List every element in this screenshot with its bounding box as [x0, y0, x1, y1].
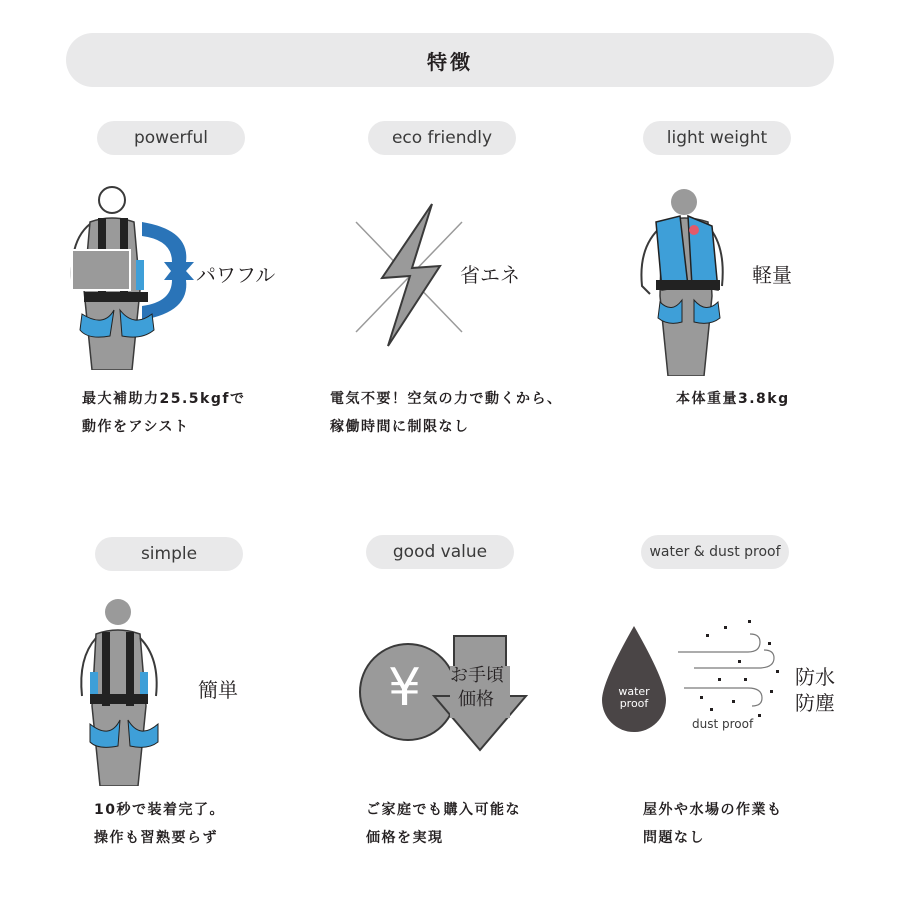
dust-proof-caption: dust proof: [692, 717, 754, 731]
powerful-illustration: [60, 180, 195, 370]
desc-simple: [94, 796, 225, 852]
wind-icon: [678, 634, 760, 652]
head-icon: [105, 599, 131, 625]
desc-eco: [330, 385, 563, 441]
label-line: 防塵: [795, 691, 835, 715]
tag-eco-friendly: [368, 121, 516, 155]
desc-line: 価格を実現: [366, 830, 444, 846]
desc-line: 最大補助力25.5kgfで: [82, 391, 246, 407]
tag-good-value: [366, 535, 514, 569]
head-icon: [99, 187, 125, 213]
tag-label: eco friendly: [391, 128, 493, 148]
desc-powerful: [82, 385, 245, 441]
label-line: 価格: [458, 689, 494, 710]
tag-simple: [95, 537, 243, 571]
page-title: 特徴: [427, 49, 473, 74]
tag-label: powerful: [133, 128, 209, 148]
head-icon: [671, 189, 697, 215]
simple-illustration: [76, 596, 176, 786]
label-good-value: [450, 664, 504, 712]
tag-label: light weight: [666, 128, 768, 148]
lightning-bolt-icon: [382, 204, 440, 346]
tag-label: water & dust proof: [649, 544, 781, 560]
label-powerful: パワフル: [196, 263, 276, 287]
drop-text: [608, 686, 660, 710]
label-water-dust: [795, 664, 835, 716]
tag-label: simple: [140, 544, 198, 564]
tag-powerful: [97, 121, 245, 155]
yen-symbol: ¥: [388, 658, 422, 718]
desc-line: 電気不要！空気の力で動くから、: [330, 391, 563, 407]
desc-water-dust: [643, 796, 783, 852]
features-header: [66, 33, 834, 87]
good-value-illustration: [358, 632, 530, 754]
desc-line: 10秒で装着完了。: [94, 802, 225, 818]
light-weight-illustration: [632, 186, 732, 376]
desc-line: 稼働時間に制限なし: [330, 419, 470, 435]
desc-good-value: [366, 796, 521, 852]
tag-water-dust-proof: [641, 535, 789, 569]
desc-light-weight: [676, 385, 790, 413]
label-line: 防水: [795, 665, 835, 689]
desc-line: 本体重量3.8kg: [676, 391, 790, 407]
desc-line: 動作をアシスト: [82, 419, 190, 435]
desc-line: 操作も習熟要らず: [94, 830, 218, 846]
tag-light-weight: [643, 121, 791, 155]
tag-label: good value: [392, 542, 488, 562]
desc-line: 問題なし: [643, 830, 705, 846]
label-simple: 簡単: [198, 678, 238, 702]
label-eco: 省エネ: [460, 263, 520, 287]
label-light-weight: 軽量: [752, 263, 792, 287]
label-line: お手頃: [450, 665, 504, 686]
desc-line: 屋外や水場の作業も: [643, 802, 783, 818]
drop-text-line: proof: [619, 697, 649, 710]
desc-line: ご家庭でも購入可能な: [366, 802, 521, 818]
water-drop-icon: [602, 626, 666, 732]
no-electricity-illustration: [352, 200, 467, 350]
drop-text-line: water: [618, 685, 650, 698]
